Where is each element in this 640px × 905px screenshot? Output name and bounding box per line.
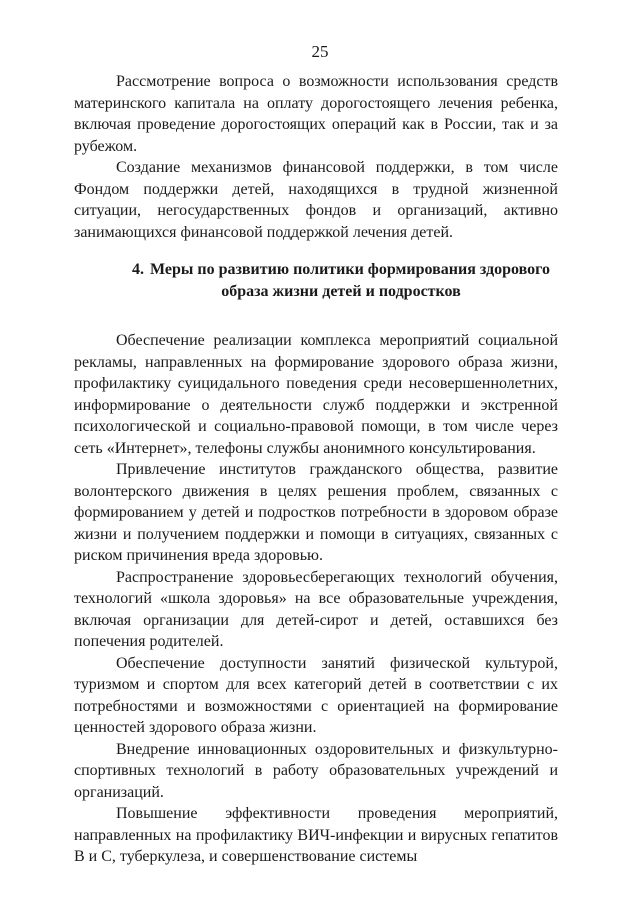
paragraph-health-technologies: Распространение здоровьесберегающих технологий обучения, технологий «школа здоровья» на все образовательные учреждения, включая организации для детей-сирот и детей, оставшихся без попечения родителей. — [74, 568, 558, 650]
page-number: 25 — [311, 42, 329, 61]
section-heading — [74, 259, 558, 302]
paragraph-innovative-technologies: Внедрение инновационных оздоровительных и физкультурно-спортивных технологий в работу образовательных учреждений и организаций. — [74, 740, 558, 801]
section-number: 4. — [131, 261, 144, 278]
paragraph-financial-support: Создание механизмов финансовой поддержки, в том числе Фондом поддержки детей, находящихся в трудной жизненной ситуации, негосударственных фондов и организаций, активно занимающихся финансовой поддержкой лечения детей. — [74, 159, 558, 241]
paragraph-civil-society: Привлечение институтов гражданского общества, развитие волонтерского движения в целях решения проблем, связанных с формированием у детей и подростков потребности в здоровом образе жизни и получением поддержки и помощи в ситуациях, связанных с риском причинения вреда здоровью. — [74, 461, 558, 564]
section-title: Меры по развитию политики формирования здорового образа жизни детей и подростков — [149, 261, 551, 300]
paragraph-hiv-prevention: Повышение эффективности проведения мероприятий, направленных на профилактику ВИЧ-инфекции и вирусных гепатитов В и С, туберкулеза, и совершенствование системы — [74, 805, 558, 865]
document-body — [74, 71, 558, 868]
paragraph-maternity-capital: Рассмотрение вопроса о возможности использования средств материнского капитала на оплату дорогостоящего лечения ребенка, включая проведение дорогостоящих операций как в России, так и за рубежом. — [74, 73, 558, 155]
paragraph-physical-culture: Обеспечение доступности занятий физической культурой, туризмом и спортом для всех категорий детей в соответствии с их потребностями и возможностями с ориентацией на формирование ценностей здорового образа жизни. — [74, 654, 558, 736]
paragraph-social-advertising: Обеспечение реализации комплекса мероприятий социальной рекламы, направленных на формирование здорового образа жизни, профилактику суицидального поведения среди несовершеннолетних, информирование о деятельности служб поддержки и экстренной психологической и социально-правовой помощи, в том числе через сеть «Интернет», телефоны службы анонимного консультирования. — [74, 332, 558, 457]
